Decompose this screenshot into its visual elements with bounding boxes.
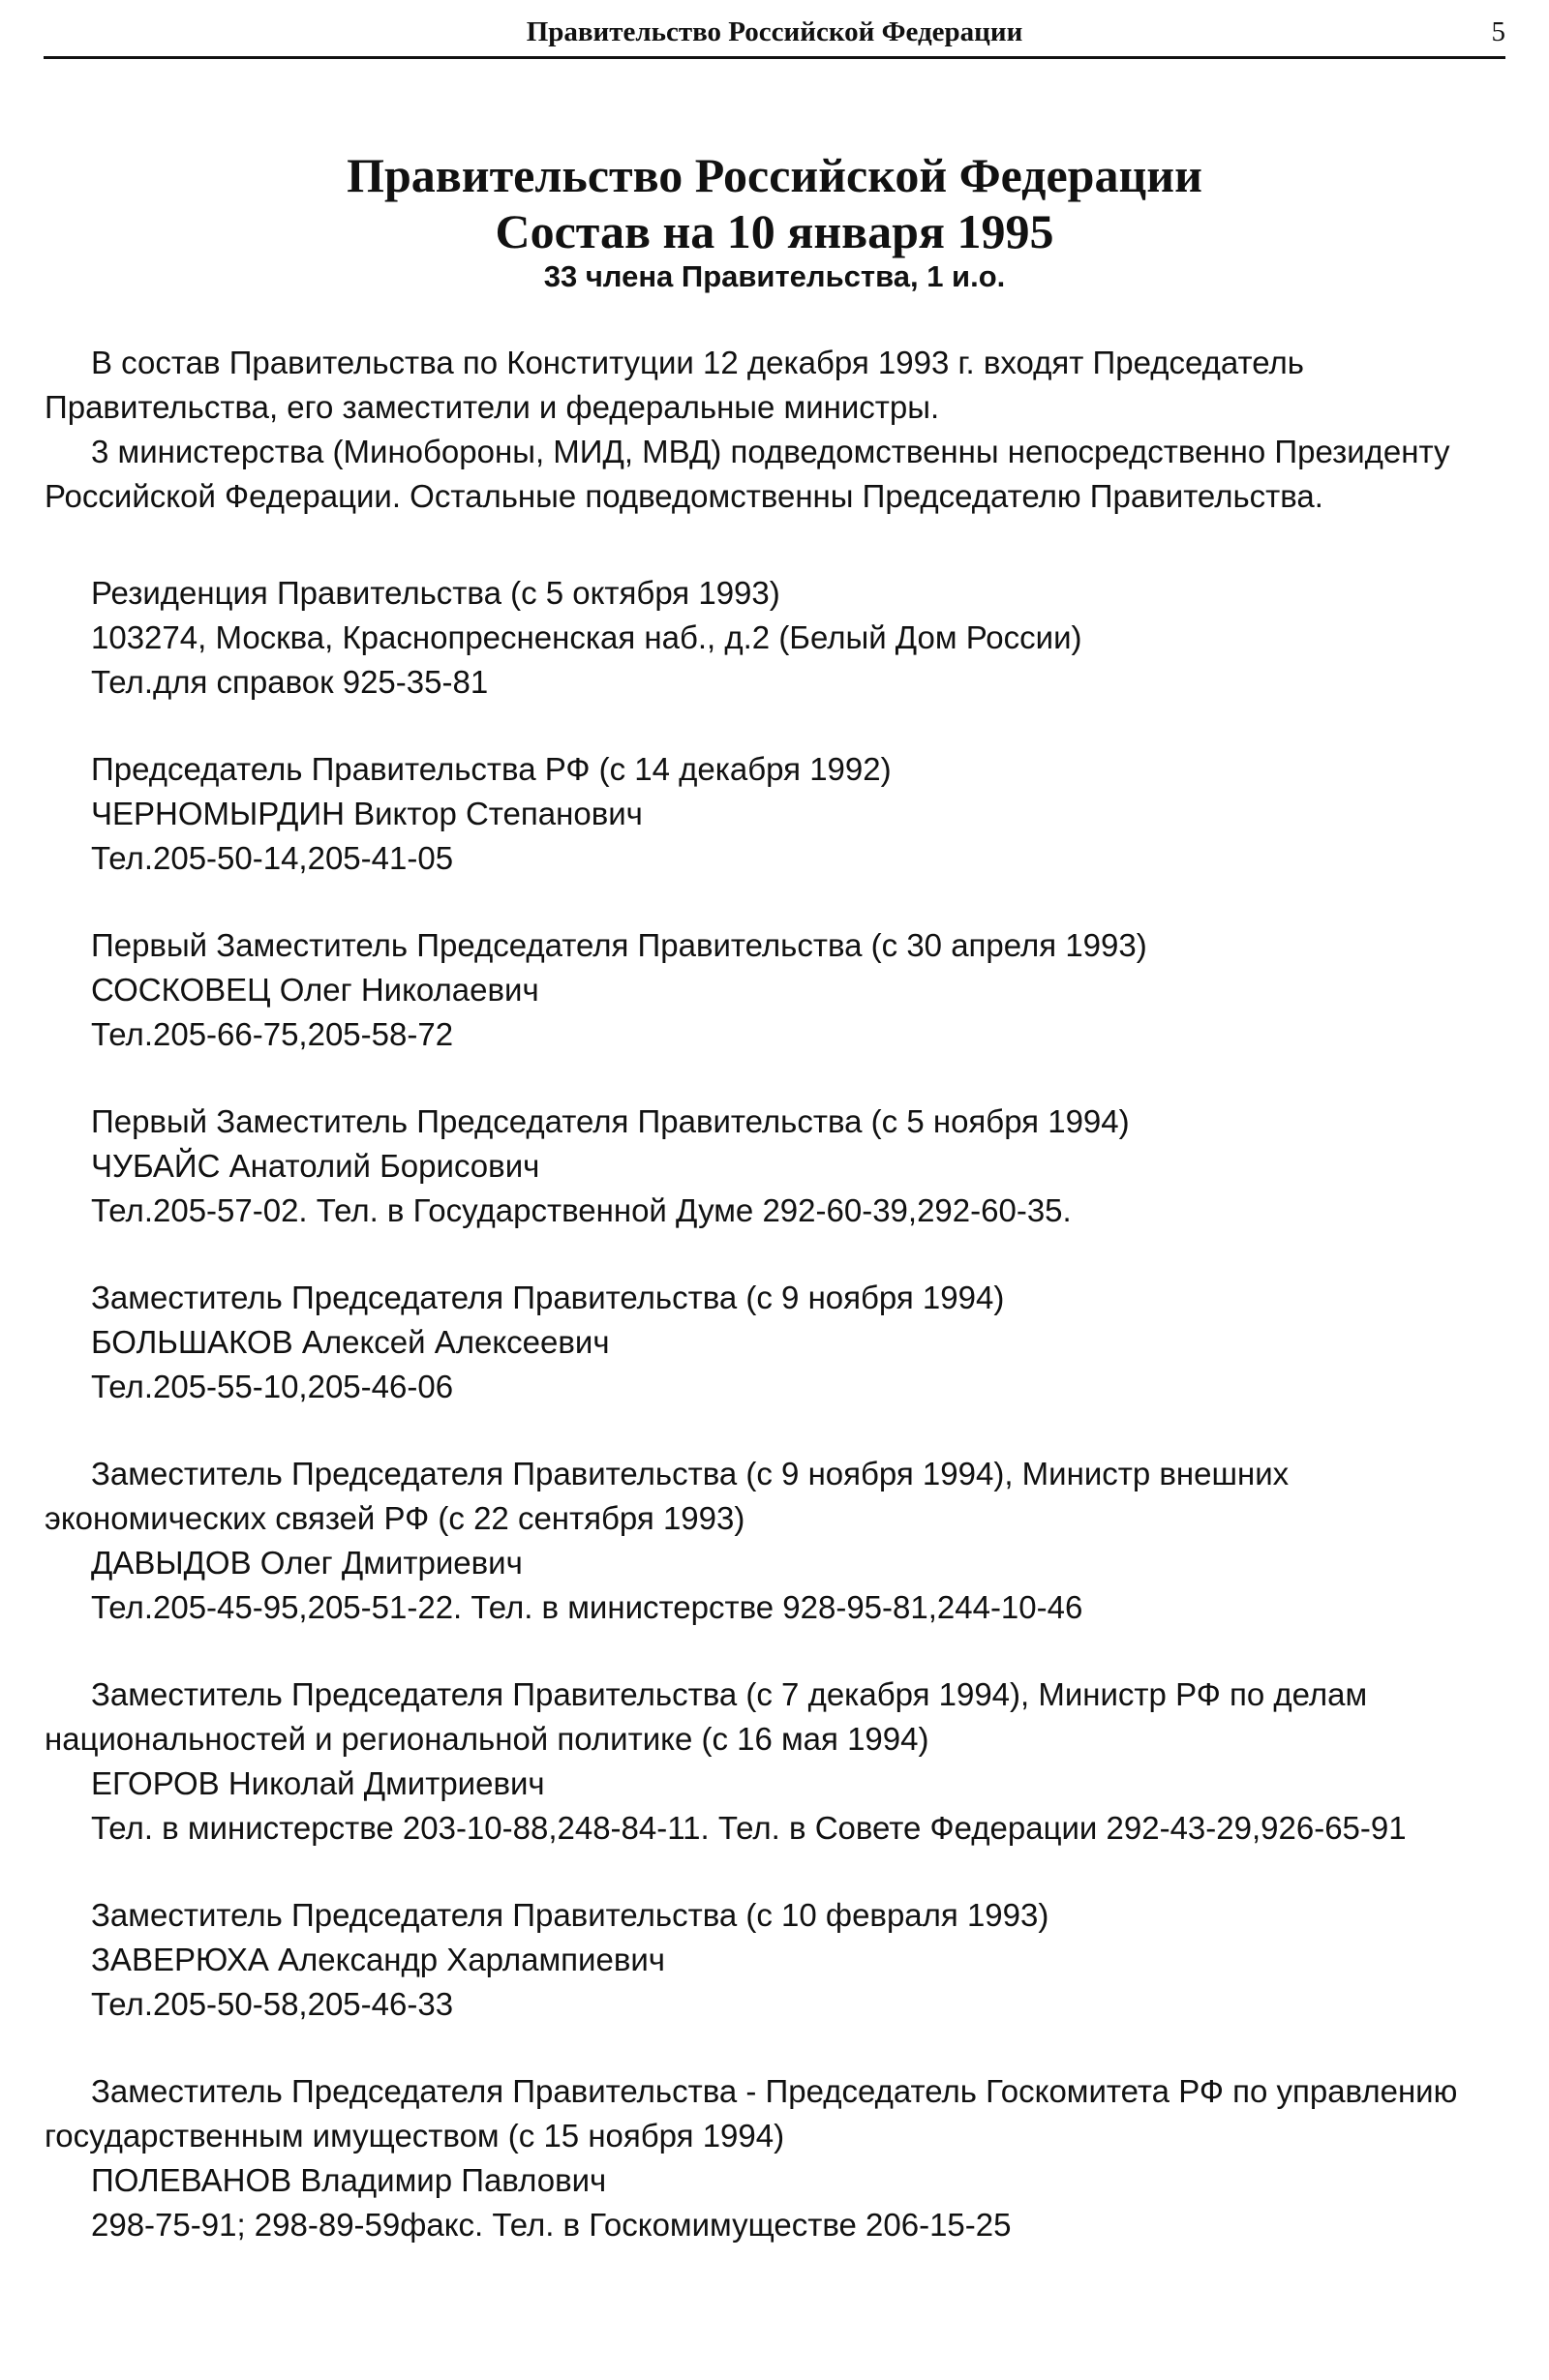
entry-address: 103274, Москва, Краснопресненская наб., д.2 (Белый Дом России) — [91, 619, 1082, 655]
entry-position: Заместитель Председателя Правительства (с 9 ноября 1994) — [91, 1280, 1005, 1315]
entry-position: Председатель Правительства РФ (с 14 декабря 1992) — [91, 751, 892, 787]
residence-entry — [45, 571, 1516, 705]
page-number: 5 — [1491, 16, 1505, 47]
document-subtitle: Состав на 10 января 1995 — [495, 204, 1054, 258]
member-entry — [45, 923, 1516, 1057]
running-header-title: Правительство Российской Федерации — [526, 16, 1023, 47]
entry-phone: Тел. в министерстве 203-10-88,248-84-11. Тел. в Совете Федерации 292-43-29,926-65-91 — [91, 1810, 1407, 1846]
member-entry — [45, 1100, 1516, 1233]
entry-phone: Тел.для справок 925-35-81 — [91, 664, 489, 700]
running-header — [44, 14, 1505, 59]
entry-name: ПОЛЕВАНОВ Владимир Павлович — [91, 2162, 607, 2198]
member-entry — [45, 1672, 1516, 1851]
title-block — [44, 147, 1505, 294]
entry-name: БОЛЬШАКОВ Алексей Алексеевич — [91, 1324, 610, 1360]
entry-name: ЗАВЕРЮХА Александр Харлампиевич — [91, 1942, 666, 1977]
intro-paragraph: 3 министерства (Минобороны, МИД, МВД) подведомственны непосредственно Президенту Российской Федерации. Остальные подведомственны Председателю Правительства. — [45, 434, 1450, 514]
entry-phone: Тел.205-66-75,205-58-72 — [91, 1016, 454, 1052]
entry-phone: 298-75-91; 298-89-59факс. Тел. в Госкомимуществе 206-15-25 — [91, 2207, 1012, 2243]
entry-position: Заместитель Председателя Правительства (с 10 февраля 1993) — [91, 1897, 1049, 1933]
document-title: Правительство Российской Федерации — [347, 148, 1202, 202]
entry-position: Первый Заместитель Председателя Правительства (с 5 ноября 1994) — [91, 1103, 1130, 1139]
member-count-note: 33 члена Правительства, 1 и.о. — [543, 259, 1006, 293]
entry-position: Заместитель Председателя Правительства (с 9 ноября 1994), Министр внешних экономических связей РФ (с 22 сентября 1993) — [45, 1456, 1290, 1536]
intro-paragraph: В состав Правительства по Конституции 12 декабря 1993 г. входят Председатель Правительства, его заместители и федеральные министры. — [45, 345, 1304, 425]
member-entry — [45, 1893, 1516, 2027]
entry-position: Заместитель Председателя Правительства (с 7 декабря 1994), Министр РФ по делам национальностей и региональной политике (с 16 мая 1994) — [45, 1676, 1368, 1757]
entry-phone: Тел.205-57-02. Тел. в Государственной Думе 292-60-39,292-60-35. — [91, 1192, 1072, 1228]
member-entry — [45, 1276, 1516, 1409]
entry-name: ЧЕРНОМЫРДИН Виктор Степанович — [91, 796, 643, 831]
entry-name: ЕГОРОВ Николай Дмитриевич — [91, 1765, 545, 1801]
entry-phone: Тел.205-45-95,205-51-22. Тел. в министерстве 928-95-81,244-10-46 — [91, 1589, 1083, 1625]
intro-text — [45, 341, 1516, 519]
entry-position: Резиденция Правительства (с 5 октября 1993) — [91, 575, 780, 611]
entry-name: ЧУБАЙС Анатолий Борисович — [91, 1148, 540, 1184]
entry-name: СОСКОВЕЦ Олег Николаевич — [91, 972, 539, 1008]
government-members-list — [45, 571, 1516, 2290]
entry-phone: Тел.205-55-10,205-46-06 — [91, 1369, 454, 1404]
member-entry — [45, 747, 1516, 881]
entry-phone: Тел.205-50-14,205-41-05 — [91, 840, 454, 876]
member-entry — [45, 1452, 1516, 1630]
entry-name: ДАВЫДОВ Олег Дмитриевич — [91, 1545, 523, 1581]
entry-position: Первый Заместитель Председателя Правительства (с 30 апреля 1993) — [91, 927, 1147, 963]
member-entry — [45, 2069, 1516, 2247]
entry-phone: Тел.205-50-58,205-46-33 — [91, 1986, 454, 2022]
entry-position: Заместитель Председателя Правительства - Председатель Госкомитета РФ по управлению государственным имуществом (с 15 ноября 1994) — [45, 2073, 1458, 2154]
